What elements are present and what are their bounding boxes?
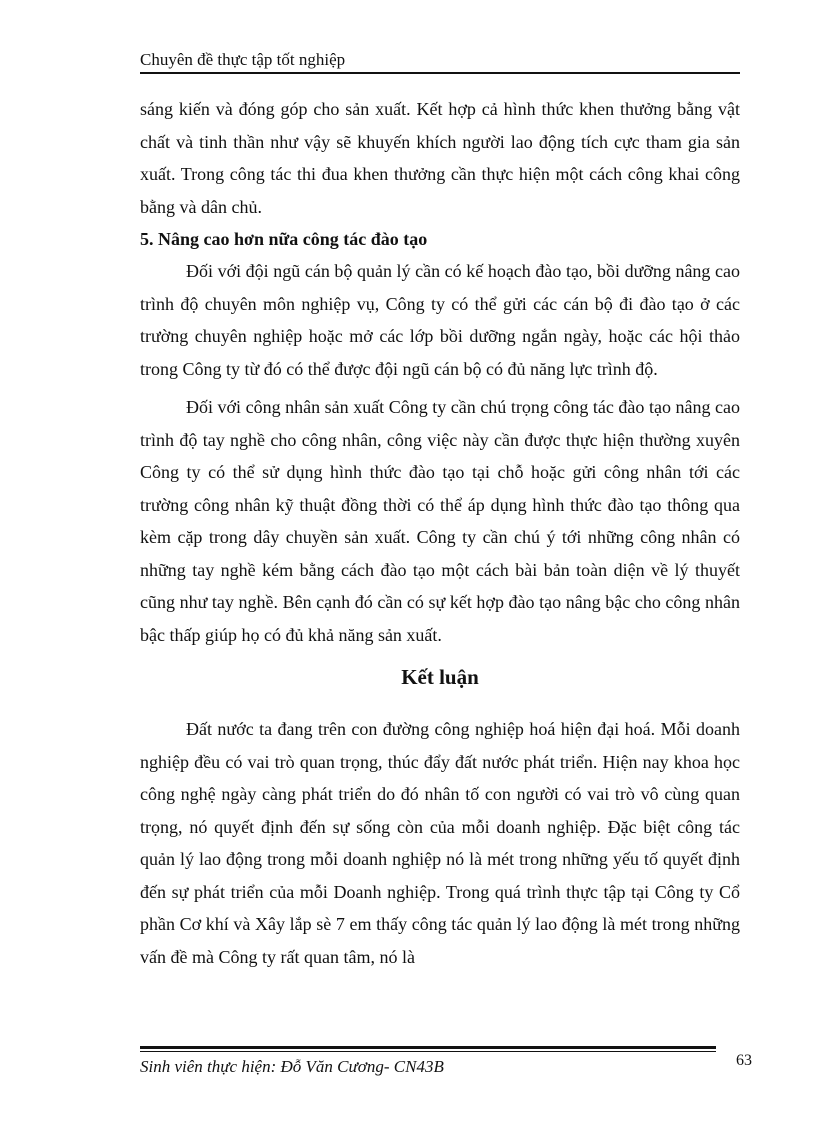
section-heading: 5. Nâng cao hơn nữa công tác đào tạo xyxy=(140,229,428,249)
paragraph-worker-training: Đối với công nhân sản xuất Công ty cần chú trọng công tác đào tạo nâng cao trình độ tay nghề cho công nhân, công việc này cần được thực hiện thường xuyên Công ty có thể sử dụng hình thức đào tạo tại chỗ hoặc gửi công nhân tới các trường công nhân kỹ thuật đồng thời có thể áp dụng hình thức đào tạo thông qua kèm cặp trong dây chuyền sản xuất. Công ty cần chú ý tới những công nhân có những tay nghề kém bằng cách đào tạo một cách bài bản toàn diện về lý thuyết cũng như tay nghề. Bên cạnh đó cần có sự kết hợp đào tạo nâng bậc cho công nhân bậc thấp giúp họ có đủ khả năng sản xuất. xyxy=(140,397,740,645)
footer-divider-thin xyxy=(140,1051,716,1052)
header-divider xyxy=(140,72,740,74)
footer-divider-thick xyxy=(140,1046,716,1049)
page-number: 63 xyxy=(736,1052,752,1069)
running-header: Chuyên đề thực tập tốt nghiệp xyxy=(140,50,346,69)
paragraph-continuation: sáng kiến và đóng góp cho sản xuất. Kết hợp cả hình thức khen thưởng bằng vật chất và tinh thần như vậy sẽ khuyến khích người lao động tích cực tham gia sản xuất. Trong công tác thi đua khen thưởng cần thực hiện một cách công khai công bằng và dân chủ. xyxy=(140,99,740,217)
footer-author: Sinh viên thực hiện: Đỗ Văn Cương- CN43B xyxy=(140,1057,444,1076)
paragraph-conclusion: Đất nước ta đang trên con đường công nghiệp hoá hiện đại hoá. Mỗi doanh nghiệp đều có vai trò quan trọng, thúc đẩy đất nước phát triển. Hiện nay khoa học công nghệ ngày càng phát triển do đó nhân tố con người có vai trò vô cùng quan trọng, nó quyết định đến sự sống còn của mỗi doanh nghiệp. Đặc biệt công tác quản lý lao động trong mỗi doanh nghiệp nó là mét trong những yếu tố quyết định đến sự phát triển của mỗi Doanh nghiệp. Trong quá trình thực tập tại Công ty Cổ phần Cơ khí và Xây lắp sè 7 em thấy công tác quản lý lao động là mét trong những vấn đề mà Công ty rất quan tâm, nó là xyxy=(140,719,740,967)
conclusion-title: Kết luận xyxy=(401,665,479,689)
page-body xyxy=(140,93,740,973)
paragraph-management-training: Đối với đội ngũ cán bộ quản lý cần có kế hoạch đào tạo, bồi dưỡng nâng cao trình độ chuyên môn nghiệp vụ, Công ty có thể gửi các cán bộ đi đào tạo ở các trường chuyên nghiệp hoặc mở các lớp bồi dưỡng ngắn ngày, hoặc các hội thảo trong Công ty từ đó có thể được đội ngũ cán bộ có đủ năng lực trình độ. xyxy=(140,261,740,379)
